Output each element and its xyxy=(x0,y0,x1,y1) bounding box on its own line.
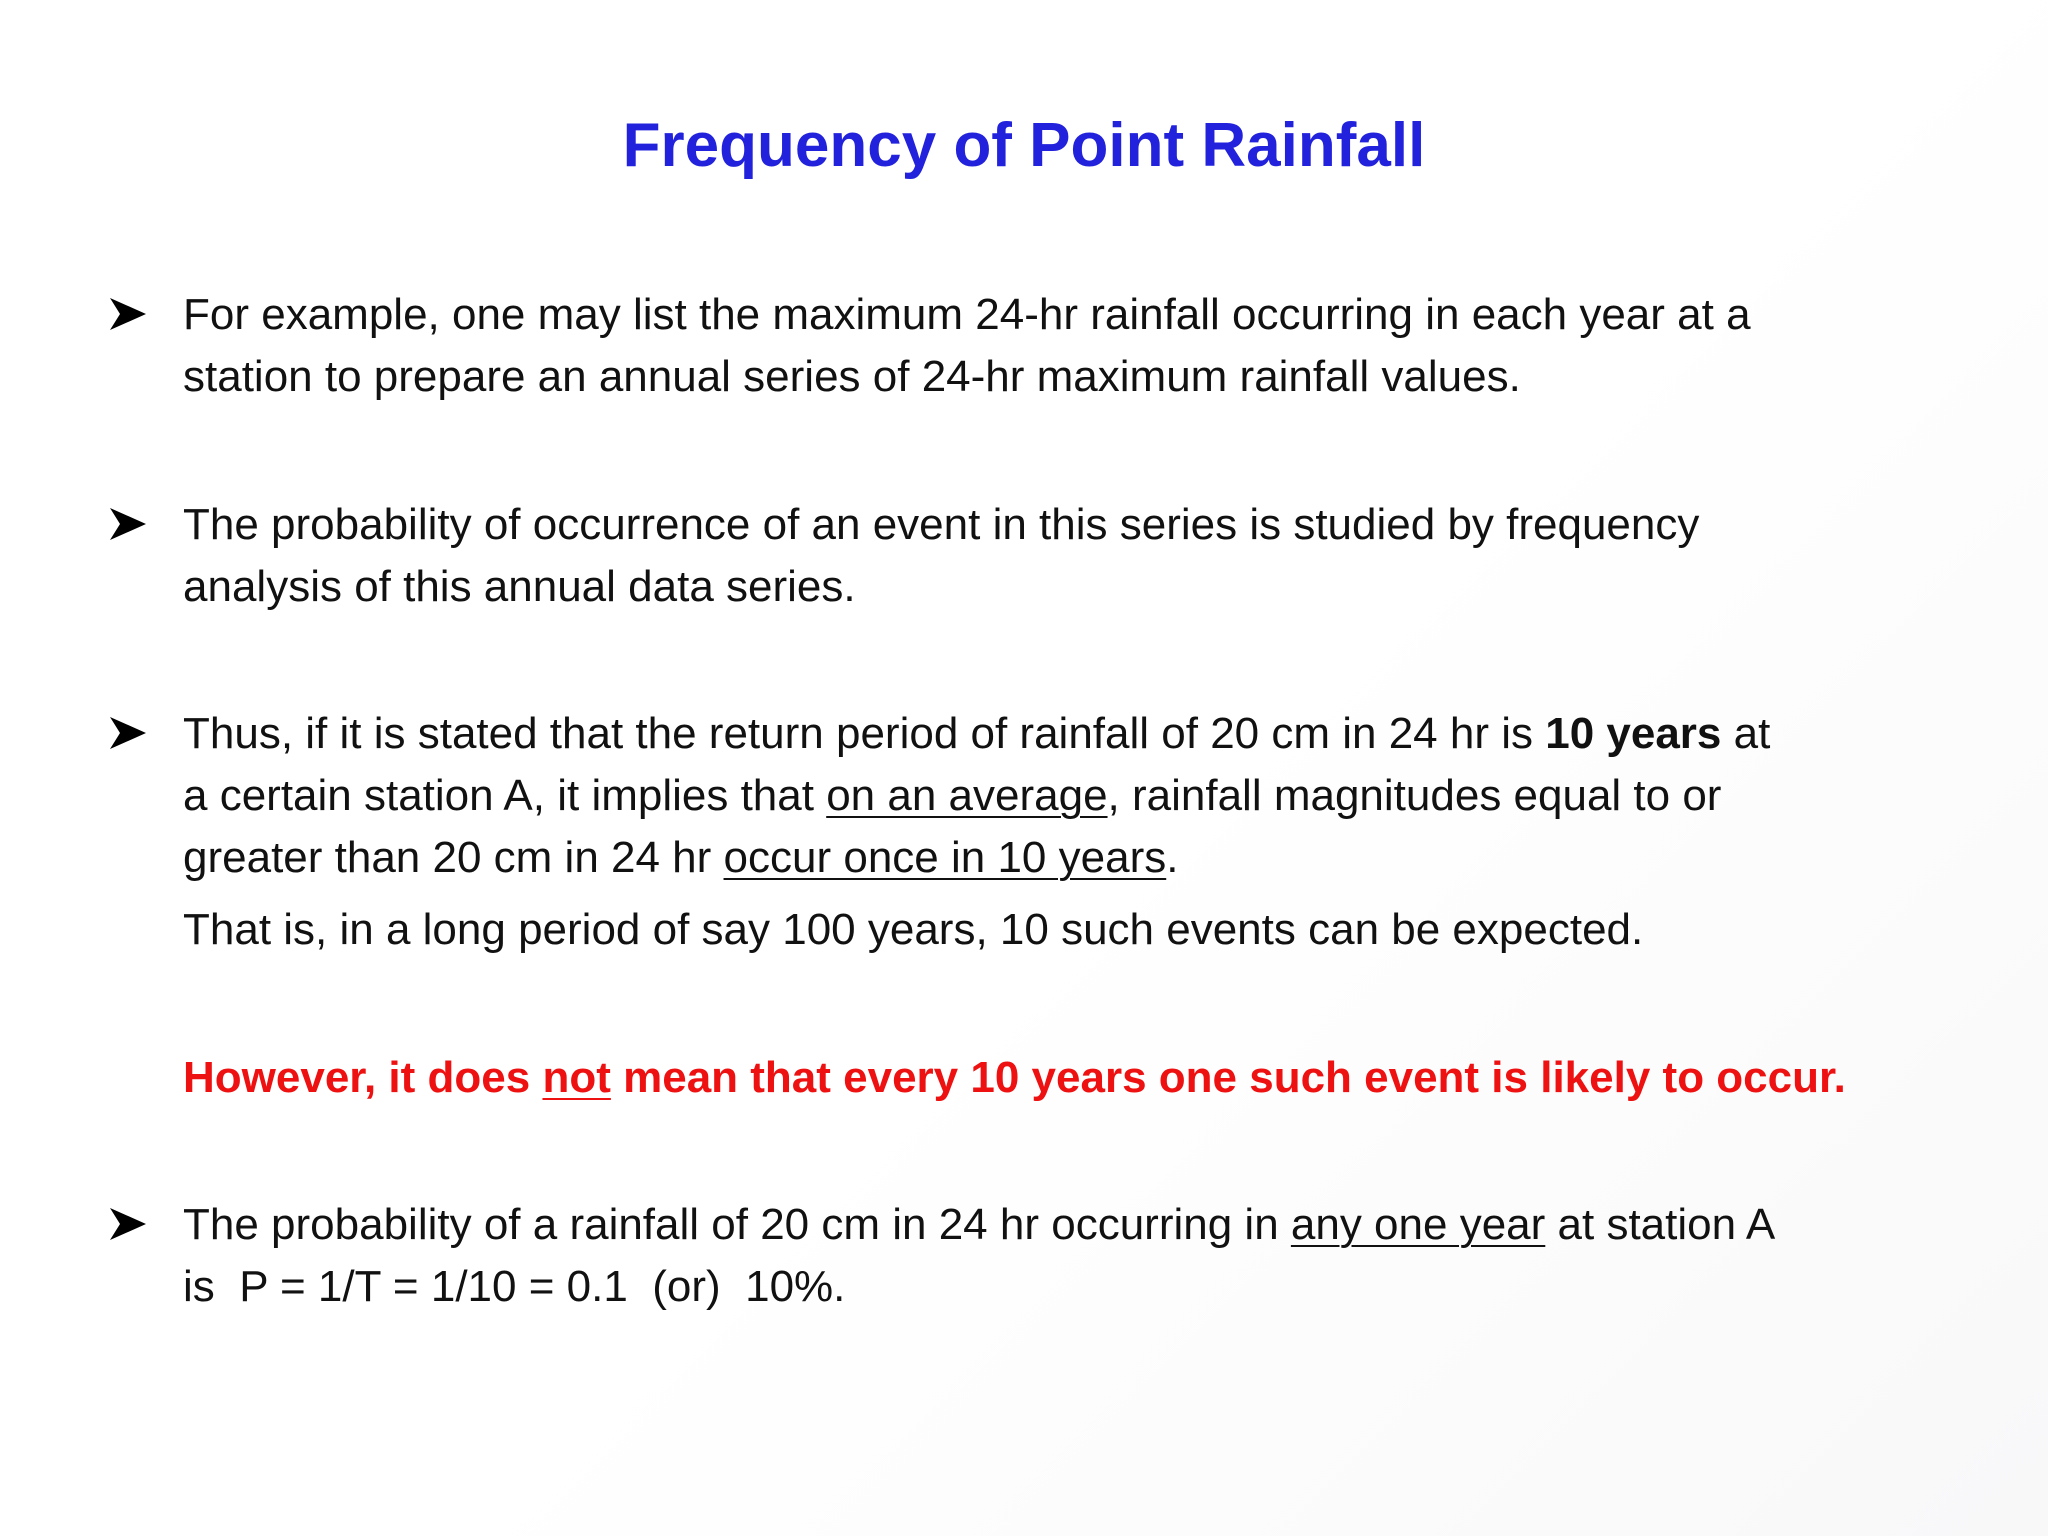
arrow-bullet-icon xyxy=(108,506,148,542)
bullet-2 xyxy=(183,494,1903,618)
warning-text: mean that every 10 years one such event is likely to occur. xyxy=(610,1053,1846,1102)
bullet-3-line-1 xyxy=(183,703,1903,765)
bullet-1 xyxy=(183,284,1903,408)
bullet-3-text: a certain station A, it implies that xyxy=(183,771,827,820)
bullet-3-bold-emphasis: 10 years xyxy=(1545,709,1722,758)
bullet-4-underlined-phrase: any one year xyxy=(1290,1200,1546,1249)
bullet-3-text: Thus, if it is stated that the return period of rainfall of 20 cm in 24 hr is xyxy=(183,709,1546,758)
bullet-3-line-3 xyxy=(183,827,1903,889)
bullet-4-text: at station A xyxy=(1545,1200,1776,1249)
bullet-3-line-2 xyxy=(183,765,1903,827)
arrow-bullet-icon xyxy=(108,296,148,332)
bullet-2-line-2: analysis of this annual data series. xyxy=(183,562,856,611)
bullet-1-line-2: station to prepare an annual series of 24-hr maximum rainfall values. xyxy=(183,352,1521,401)
bullet-3-text: at xyxy=(1721,709,1771,758)
bullet-3-underlined-phrase: on an average xyxy=(826,771,1108,820)
warning-statement xyxy=(183,1047,1943,1109)
slide-title: Frequency of Point Rainfall xyxy=(622,111,1426,180)
bullet-4-line-1 xyxy=(183,1194,1903,1256)
arrow-bullet-icon xyxy=(108,715,148,751)
bullet-3-text: , rainfall magnitudes equal to or xyxy=(1107,771,1722,820)
warning-text: However, it does xyxy=(183,1053,543,1102)
arrow-bullet-icon xyxy=(108,1206,148,1242)
bullet-3-text: . xyxy=(1166,833,1179,882)
bullet-3 xyxy=(183,703,1903,889)
bullet-3-underlined-phrase: occur once in 10 years xyxy=(723,833,1167,882)
bullet-2-line-1: The probability of occurrence of an event in this series is studied by frequency xyxy=(183,500,1700,549)
bullet-4-text: The probability of a rainfall of 20 cm in 24 hr occurring in xyxy=(183,1200,1291,1249)
bullet-3-text: greater than 20 cm in 24 hr xyxy=(183,833,724,882)
bullet-4 xyxy=(183,1194,1903,1318)
bullet-4-line-2: is P = 1/T = 1/10 = 0.1 (or) 10%. xyxy=(183,1262,846,1311)
bullet-3-line-4: That is, in a long period of say 100 years, 10 such events can be expected. xyxy=(183,905,1644,954)
bullet-1-line-1: For example, one may list the maximum 24-hr rainfall occurring in each year at a xyxy=(183,290,1751,339)
warning-underlined-word: not xyxy=(542,1053,611,1102)
